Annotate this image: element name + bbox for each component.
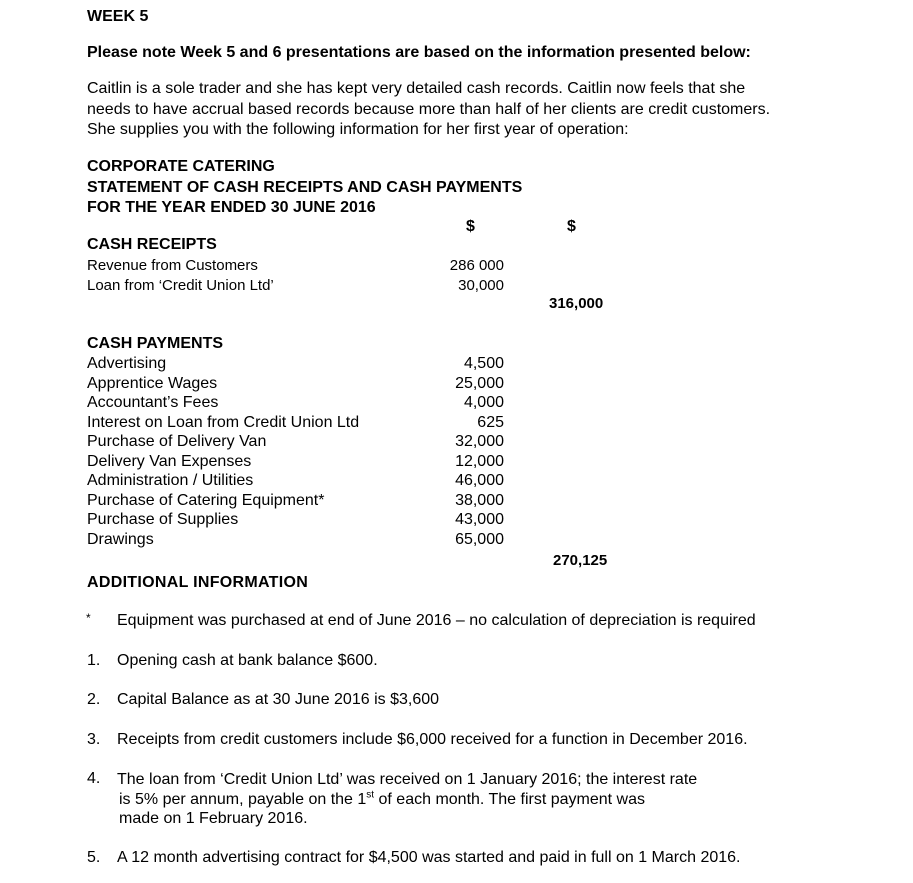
payment-label: Purchase of Supplies (87, 511, 239, 528)
receipt-amount: 286 000 (449, 257, 504, 274)
info-item-advertising: A 12 month advertising contract for $4,500 was started and paid in full on 1 March 2016. (117, 849, 741, 866)
intro-line: needs to have accrual based records because more than half of her clients are credit customers. (87, 100, 771, 118)
receipt-label: Revenue from Customers (87, 257, 258, 274)
payment-label: Advertising (87, 355, 167, 372)
loan-line-text: is 5% per annum, payable on the 1 (119, 790, 367, 808)
equipment-note: Equipment was purchased at end of June 2016 – no calculation of depreciation is required (117, 612, 756, 629)
column-header-dollar: $ (466, 218, 475, 235)
payment-amount: 46,000 (455, 472, 504, 489)
payments-amounts (384, 354, 504, 549)
column-header-dollar: $ (567, 218, 576, 235)
payment-label: Accountant’s Fees (87, 394, 219, 411)
payment-label: Purchase of Catering Equipment* (87, 491, 325, 509)
loan-line: The loan from ‘Credit Union Ltd’ was received on 1 January 2016; the interest rate (117, 771, 698, 788)
ordinal-suffix: st (366, 789, 375, 801)
statement-title (87, 157, 522, 219)
receipts-labels (87, 256, 274, 295)
info-item-opening-cash: Opening cash at bank balance $600. (117, 652, 378, 669)
payment-amount: 43,000 (455, 511, 504, 528)
asterisk-marker: * (86, 611, 91, 625)
info-item-loan (117, 770, 697, 829)
payment-label: Purchase of Delivery Van (87, 433, 267, 450)
intro-line: She supplies you with the following information for her first year of operation: (87, 121, 629, 138)
loan-line-text: of each month. The first payment was (374, 790, 646, 808)
payment-amount: 65,000 (455, 530, 504, 548)
item-number: 5. (87, 849, 101, 866)
receipts-amounts (384, 256, 504, 295)
item-number: 4. (87, 770, 101, 787)
statement-title-line: FOR THE YEAR ENDED 30 JUNE 2016 (87, 199, 376, 216)
payment-label: Interest on Loan from Credit Union Ltd (87, 413, 360, 431)
payment-amount: 32,000 (455, 433, 504, 450)
payments-labels (87, 354, 359, 549)
payment-amount: 25,000 (455, 374, 504, 392)
statement-title-line: STATEMENT OF CASH RECEIPTS AND CASH PAYMENTS (87, 178, 523, 196)
cash-payments-heading: CASH PAYMENTS (87, 335, 224, 352)
item-number: 2. (87, 691, 101, 708)
payment-amount: 38,000 (455, 491, 504, 509)
payment-amount: 12,000 (455, 452, 504, 470)
payment-label: Delivery Van Expenses (87, 452, 252, 470)
payment-amount: 625 (477, 413, 504, 431)
receipt-label: Loan from ‘Credit Union Ltd’ (87, 276, 274, 294)
loan-line: made on 1 February 2016. (119, 810, 308, 827)
statement-title-line: CORPORATE CATERING (87, 158, 275, 175)
note-heading: Please note Week 5 and 6 presentations are based on the information presented below: (87, 44, 751, 61)
info-item-credit-receipts: Receipts from credit customers include $6,000 received for a function in December 2016. (117, 731, 748, 748)
payments-total: 270,125 (553, 552, 608, 569)
intro-line: Caitlin is a sole trader and she has kept very detailed cash records. Caitlin now feels that she (87, 80, 746, 97)
payment-label: Apprentice Wages (87, 374, 218, 392)
intro-paragraph (87, 79, 770, 141)
week-title: WEEK 5 (87, 8, 149, 25)
payment-label: Drawings (87, 530, 154, 548)
item-number: 3. (87, 731, 101, 748)
receipt-amount: 30,000 (458, 276, 504, 294)
payment-amount: 4,500 (463, 355, 504, 372)
info-item-capital-balance: Capital Balance as at 30 June 2016 is $3,600 (117, 691, 440, 708)
loan-line (117, 790, 697, 810)
item-number: 1. (87, 652, 101, 669)
payment-label: Administration / Utilities (87, 472, 254, 489)
receipts-total: 316,000 (549, 295, 604, 312)
payment-amount: 4,000 (463, 394, 504, 411)
cash-receipts-heading: CASH RECEIPTS (87, 236, 217, 253)
additional-info-heading: ADDITIONAL INFORMATION (87, 574, 309, 591)
